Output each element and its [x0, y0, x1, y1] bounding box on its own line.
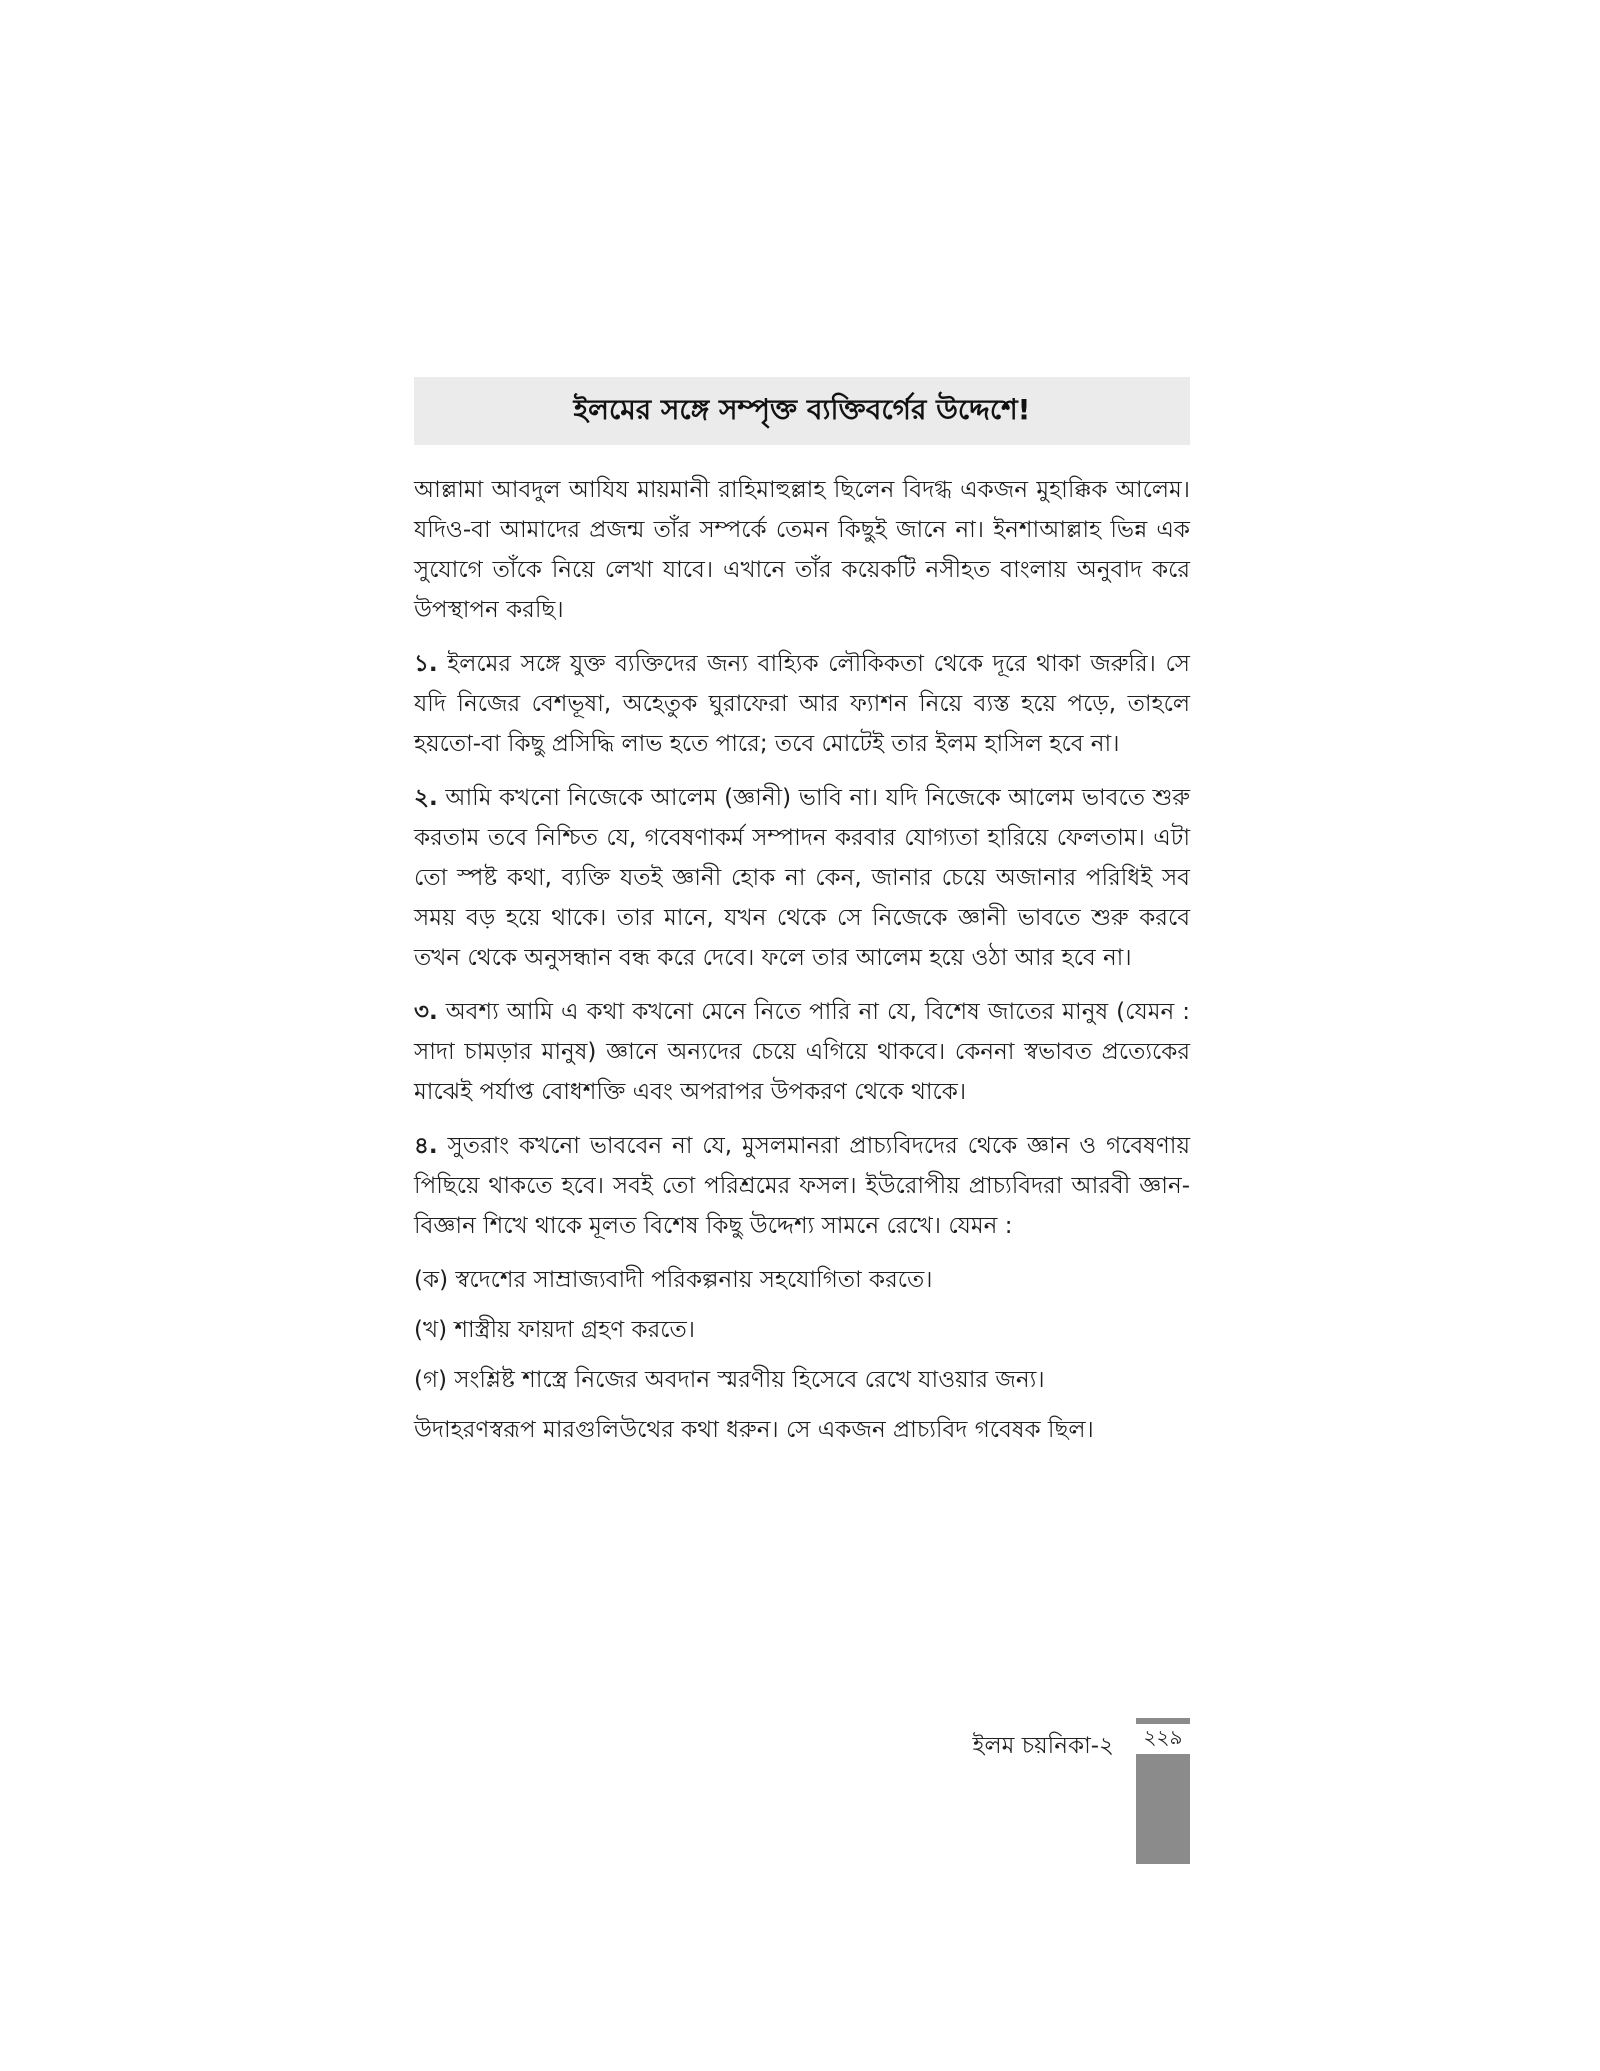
page-title: ইলমের সঙ্গে সম্পৃক্ত ব্যক্তিবর্গের উদ্দেশে! — [573, 392, 1031, 426]
point-number: ৪. — [414, 1133, 438, 1159]
paragraph-text: অবশ্য আমি এ কথা কখনো মেনে নিতে পারি না যে, বিশেষ জাতের মানুষ (যেমন : সাদা চামড়ার মানুষ) জ্ঞানে অন্যদের চেয়ে এগিয়ে থাকবে। কেননা স্বভাবত প্রত্যেকের মাঝেই পর্যাপ্ত বোধশক্তি এবং অপরাপর উপকরণ থেকে থাকে। — [414, 999, 1191, 1105]
point-paragraph-3 — [414, 992, 1190, 1112]
page-tab — [1136, 1718, 1190, 1864]
list-item: (গ) সংশ্লিষ্ট শাস্ত্রে নিজের অবদান স্মরণীয় হিসেবে রেখে যাওয়ার জন্য। — [414, 1367, 1045, 1393]
body-text — [414, 470, 1190, 1464]
point-number: ৩. — [414, 999, 438, 1025]
paragraph-text: আমি কখনো নিজেকে আলেম (জ্ঞানী) ভাবি না। যদি নিজেকে আলেম ভাবতে শুরু করতাম তবে নিশ্চিত যে, গবেষণাকর্ম সম্পাদন করবার যোগ্যতা হারিয়ে ফেলতাম। এটা তো স্পষ্ট কথা, ব্যক্তি যতই জ্ঞানী হোক না কেন, জানার চেয়ে অজানার পরিধিই সব সময় বড় হয়ে থাকে। তার মানে, যখন থেকে সে নিজেকে জ্ঞানী ভাবতে শুরু করবে তখন থেকে অনুসন্ধান বন্ধ করে দেবে। ফলে তার আলেম হয়ে ওঠা আর হবে না। — [414, 785, 1191, 971]
list-item: (খ) শাস্ত্রীয় ফায়দা গ্রহণ করতে। — [414, 1317, 695, 1343]
list-item: (ক) স্বদেশের সাম্রাজ্যবাদী পরিকল্পনায় সহযোগিতা করতে। — [414, 1267, 933, 1293]
closing-paragraph: উদাহরণস্বরূপ মারগুলিউথের কথা ধরুন। সে একজন প্রাচ্যবিদ গবেষক ছিল। — [414, 1417, 1094, 1443]
title-banner — [414, 377, 1190, 445]
point-paragraph-4 — [414, 1126, 1190, 1246]
point-paragraph-1 — [414, 644, 1190, 764]
point-number: ২. — [414, 785, 438, 811]
page-number: ২২৯ — [1136, 1724, 1190, 1754]
paragraph-text: আল্লামা আবদুল আযিয মায়মানী রাহিমাহুল্লাহ ছিলেন বিদগ্ধ একজন মুহাক্কিক আলেম। যদিও-বা আমাদের প্রজন্ম তাঁর সম্পর্কে তেমন কিছুই জানে না। ইনশাআল্লাহ ভিন্ন এক সুযোগে তাঁকে নিয়ে লেখা যাবে। এখানে তাঁর কয়েকটি নসীহত বাংলায় অনুবাদ করে উপস্থাপন করছি। — [414, 477, 1190, 623]
paragraph-text: সুতরাং কখনো ভাববেন না যে, মুসলমানরা প্রাচ্যবিদদের থেকে জ্ঞান ও গবেষণায় পিছিয়ে থাকতে হবে। সবই তো পরিশ্রমের ফসল। ইউরোপীয় প্রাচ্যবিদরা আরবী জ্ঞান-বিজ্ঞান শিখে থাকে মূলত বিশেষ কিছু উদ্দেশ্য সামনে রেখে। যেমন : — [414, 1133, 1191, 1239]
point-paragraph-2 — [414, 778, 1190, 978]
footer-book-title: ইলম চয়নিকা-২ — [972, 1733, 1114, 1759]
point-number: ১. — [414, 651, 438, 677]
paragraph-text: ইলমের সঙ্গে যুক্ত ব্যক্তিদের জন্য বাহ্যিক লৌকিকতা থেকে দূরে থাকা জরুরি। সে যদি নিজের বেশভূষা, অহেতুক ঘুরাফেরা আর ফ্যাশন নিয়ে ব্যস্ত হয়ে পড়ে, তাহলে হয়তো-বা কিছু প্রসিদ্ধি লাভ হতে পারে; তবে মোটেই তার ইলম হাসিল হবে না। — [414, 651, 1191, 757]
intro-paragraph — [414, 470, 1190, 630]
